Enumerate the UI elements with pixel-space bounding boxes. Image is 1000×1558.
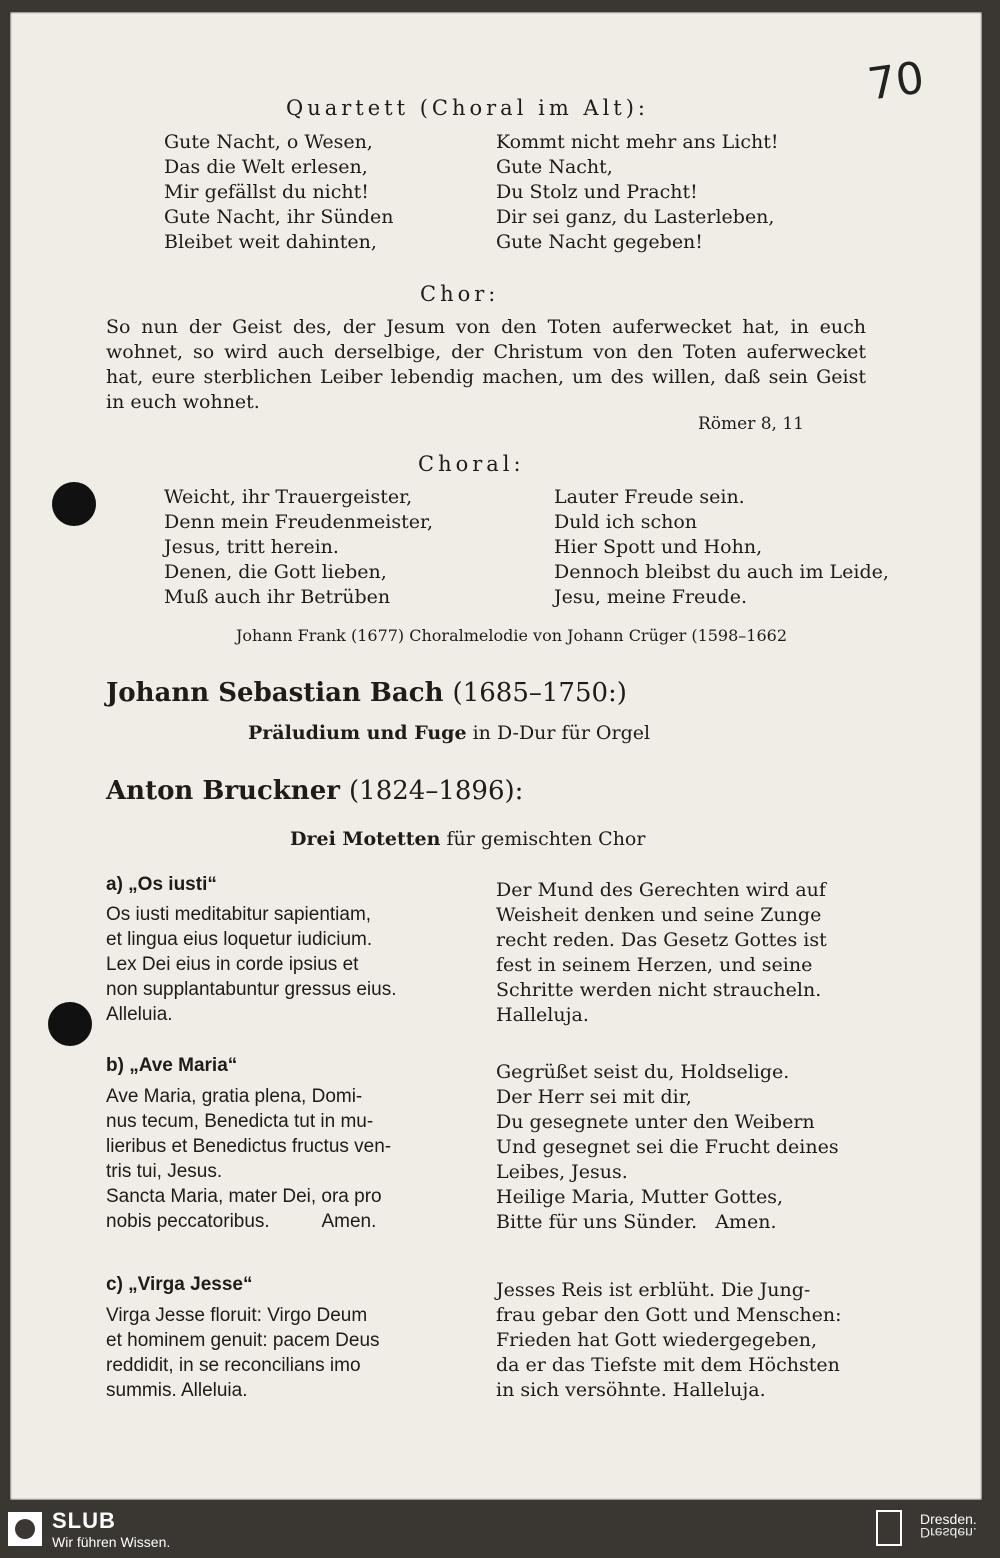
text-line: Weisheit denken und seine Zunge <box>496 904 822 926</box>
text-line: Gegrüßet seist du, Holdselige. <box>496 1061 790 1083</box>
quartet-left-column <box>164 130 393 255</box>
verse-line: Dennoch bleibst du auch im Leide, <box>554 561 889 583</box>
text-line: Virga Jesse floruit: Virgo Deum <box>106 1305 368 1326</box>
text-line: Heilige Maria, Mutter Gottes, <box>496 1186 784 1208</box>
program-page <box>10 12 982 1500</box>
text-line: Jesses Reis ist erblüht. Die Jung- <box>496 1279 811 1301</box>
choral-credit: Johann Frank (1677) Choralmelodie von Johann Crüger (1598–1662 <box>236 626 788 645</box>
choral-title: Choral: <box>418 452 525 476</box>
city-name-mirrored: Dresden. <box>920 1525 977 1541</box>
verse-line: Bleibet weit dahinten, <box>164 231 377 253</box>
motet-heading: c) „Virga Jesse“ <box>106 1274 253 1295</box>
punch-hole <box>48 1002 92 1046</box>
text-line: tris tui, Jesus. <box>106 1161 223 1182</box>
text-line: Bitte für uns Sünder. Amen. <box>496 1211 777 1233</box>
work-title: Drei Motetten <box>290 828 441 850</box>
choral-left-column <box>164 485 433 610</box>
verse-line: Dir sei ganz, du Lasterleben, <box>496 206 775 228</box>
city-name: Dresden. <box>920 1511 977 1527</box>
work-detail: in D-Dur für Orgel <box>472 722 651 744</box>
verse-line: Mir gefällst du nicht! <box>164 181 369 203</box>
composer-years: (1824–1896): <box>349 776 524 806</box>
motet-german-text <box>496 878 827 1028</box>
text-line: et hominem genuit: pacem Deus <box>106 1330 380 1351</box>
text-line: Der Mund des Gerechten wird auf <box>496 879 826 901</box>
quartet-title: Quartett (Choral im Alt): <box>286 96 649 120</box>
text-line: Frieden hat Gott wiedergegeben, <box>496 1329 818 1351</box>
dresden-crest-icon <box>876 1510 902 1546</box>
text-line: Und gesegnet sei die Frucht deines <box>496 1136 839 1158</box>
work-detail: für gemischten Chor <box>446 828 646 850</box>
text-line: non supplantabuntur gressus eius. <box>106 979 397 1000</box>
verse-line: Hier Spott und Hohn, <box>554 536 763 558</box>
chor-text: So nun der Geist des, der Jesum von den Toten auferwecket hat, in euch wohnet, so wird auch derselbige, der Christum von den Toten auferwecket hat, eure sterblichen Leiber lebendig machen, um des willen, daß sein Geist in euch wohnet. <box>106 316 866 413</box>
library-footer <box>0 1500 1000 1558</box>
composer-bach <box>106 678 627 708</box>
verse-line: Denn mein Freudenmeister, <box>164 511 433 533</box>
text-line: Alleluia. <box>106 1004 173 1025</box>
motet-latin-text <box>106 902 396 1027</box>
motet-german-text <box>496 1060 839 1235</box>
library-name[interactable]: SLUB <box>52 1508 116 1533</box>
work-title: Präludium und Fuge <box>248 722 467 744</box>
verse-line: Weicht, ihr Trauergeister, <box>164 486 413 508</box>
text-line: Schritte werden nicht straucheln. <box>496 979 822 1001</box>
verse-line: Jesu, meine Freude. <box>554 586 747 608</box>
composer-name: Anton Bruckner <box>106 776 340 806</box>
text-line: lieribus et Benedictus fructus ven- <box>106 1136 392 1157</box>
verse-line: Gute Nacht, ihr Sünden <box>164 206 394 228</box>
text-line: Der Herr sei mit dir, <box>496 1086 692 1108</box>
quartet-right-column <box>496 130 779 255</box>
verse-line: Gute Nacht, o Wesen, <box>164 131 373 153</box>
text-line: Ave Maria, gratia plena, Domi- <box>106 1086 363 1107</box>
bruckner-work <box>290 828 645 850</box>
verse-line: Lauter Freude sein. <box>554 486 745 508</box>
composer-years: (1685–1750:) <box>452 678 627 708</box>
verse-line: Jesus, tritt herein. <box>164 536 339 558</box>
slub-logo-icon[interactable] <box>8 1512 42 1546</box>
verse-line: Du Stolz und Pracht! <box>496 181 698 203</box>
text-line: Os iusti meditabitur sapientiam, <box>106 904 372 925</box>
verse-line: Denen, die Gott lieben, <box>164 561 387 583</box>
motet-heading: b) „Ave Maria“ <box>106 1055 238 1076</box>
verse-line: Gute Nacht, <box>496 156 613 178</box>
library-slogan: Wir führen Wissen. <box>52 1534 171 1550</box>
text-line: Leibes, Jesus. <box>496 1161 628 1183</box>
motet-heading: a) „Os iusti“ <box>106 874 217 895</box>
text-line: summis. Alleluia. <box>106 1380 248 1401</box>
text-line: Sancta Maria, mater Dei, ora pro <box>106 1186 382 1207</box>
bach-work <box>248 722 650 744</box>
verse-line: Das die Welt erlesen, <box>164 156 368 178</box>
choral-right-column <box>554 485 889 610</box>
composer-bruckner <box>106 776 523 806</box>
verse-line: Gute Nacht gegeben! <box>496 231 703 253</box>
verse-line: Kommt nicht mehr ans Licht! <box>496 131 779 153</box>
text-line: et lingua eius loquetur iudicium. <box>106 929 373 950</box>
motet-german-text <box>496 1278 841 1403</box>
composer-name: Johann Sebastian Bach <box>106 678 444 708</box>
verse-line: Muß auch ihr Betrüben <box>164 586 391 608</box>
verse-line: Duld ich schon <box>554 511 698 533</box>
text-line: fest in seinem Herzen, und seine <box>496 954 813 976</box>
text-line: in sich versöhnte. Halleluja. <box>496 1379 766 1401</box>
text-line: Du gesegnete unter den Weibern <box>496 1111 815 1133</box>
text-line: recht reden. Das Gesetz Gottes ist <box>496 929 827 951</box>
archive-number: 70 <box>864 52 928 111</box>
text-line: Lex Dei eius in corde ipsius et <box>106 954 359 975</box>
text-line: frau gebar den Gott und Menschen: <box>496 1304 842 1326</box>
text-line: Halleluja. <box>496 1004 589 1026</box>
text-line: nobis peccatoribus. Amen. <box>106 1211 377 1232</box>
dresden-logo[interactable] <box>920 1512 977 1540</box>
bible-reference: Römer 8, 11 <box>698 414 805 434</box>
text-line: nus tecum, Benedicta tut in mu- <box>106 1111 374 1132</box>
text-line: da er das Tiefste mit dem Höchsten <box>496 1354 840 1376</box>
text-line: reddidit, in se reconcilians imo <box>106 1355 361 1376</box>
motet-latin-text <box>106 1084 391 1234</box>
motet-latin-text <box>106 1303 380 1403</box>
chor-title: Chor: <box>420 282 500 306</box>
punch-hole <box>52 482 96 526</box>
